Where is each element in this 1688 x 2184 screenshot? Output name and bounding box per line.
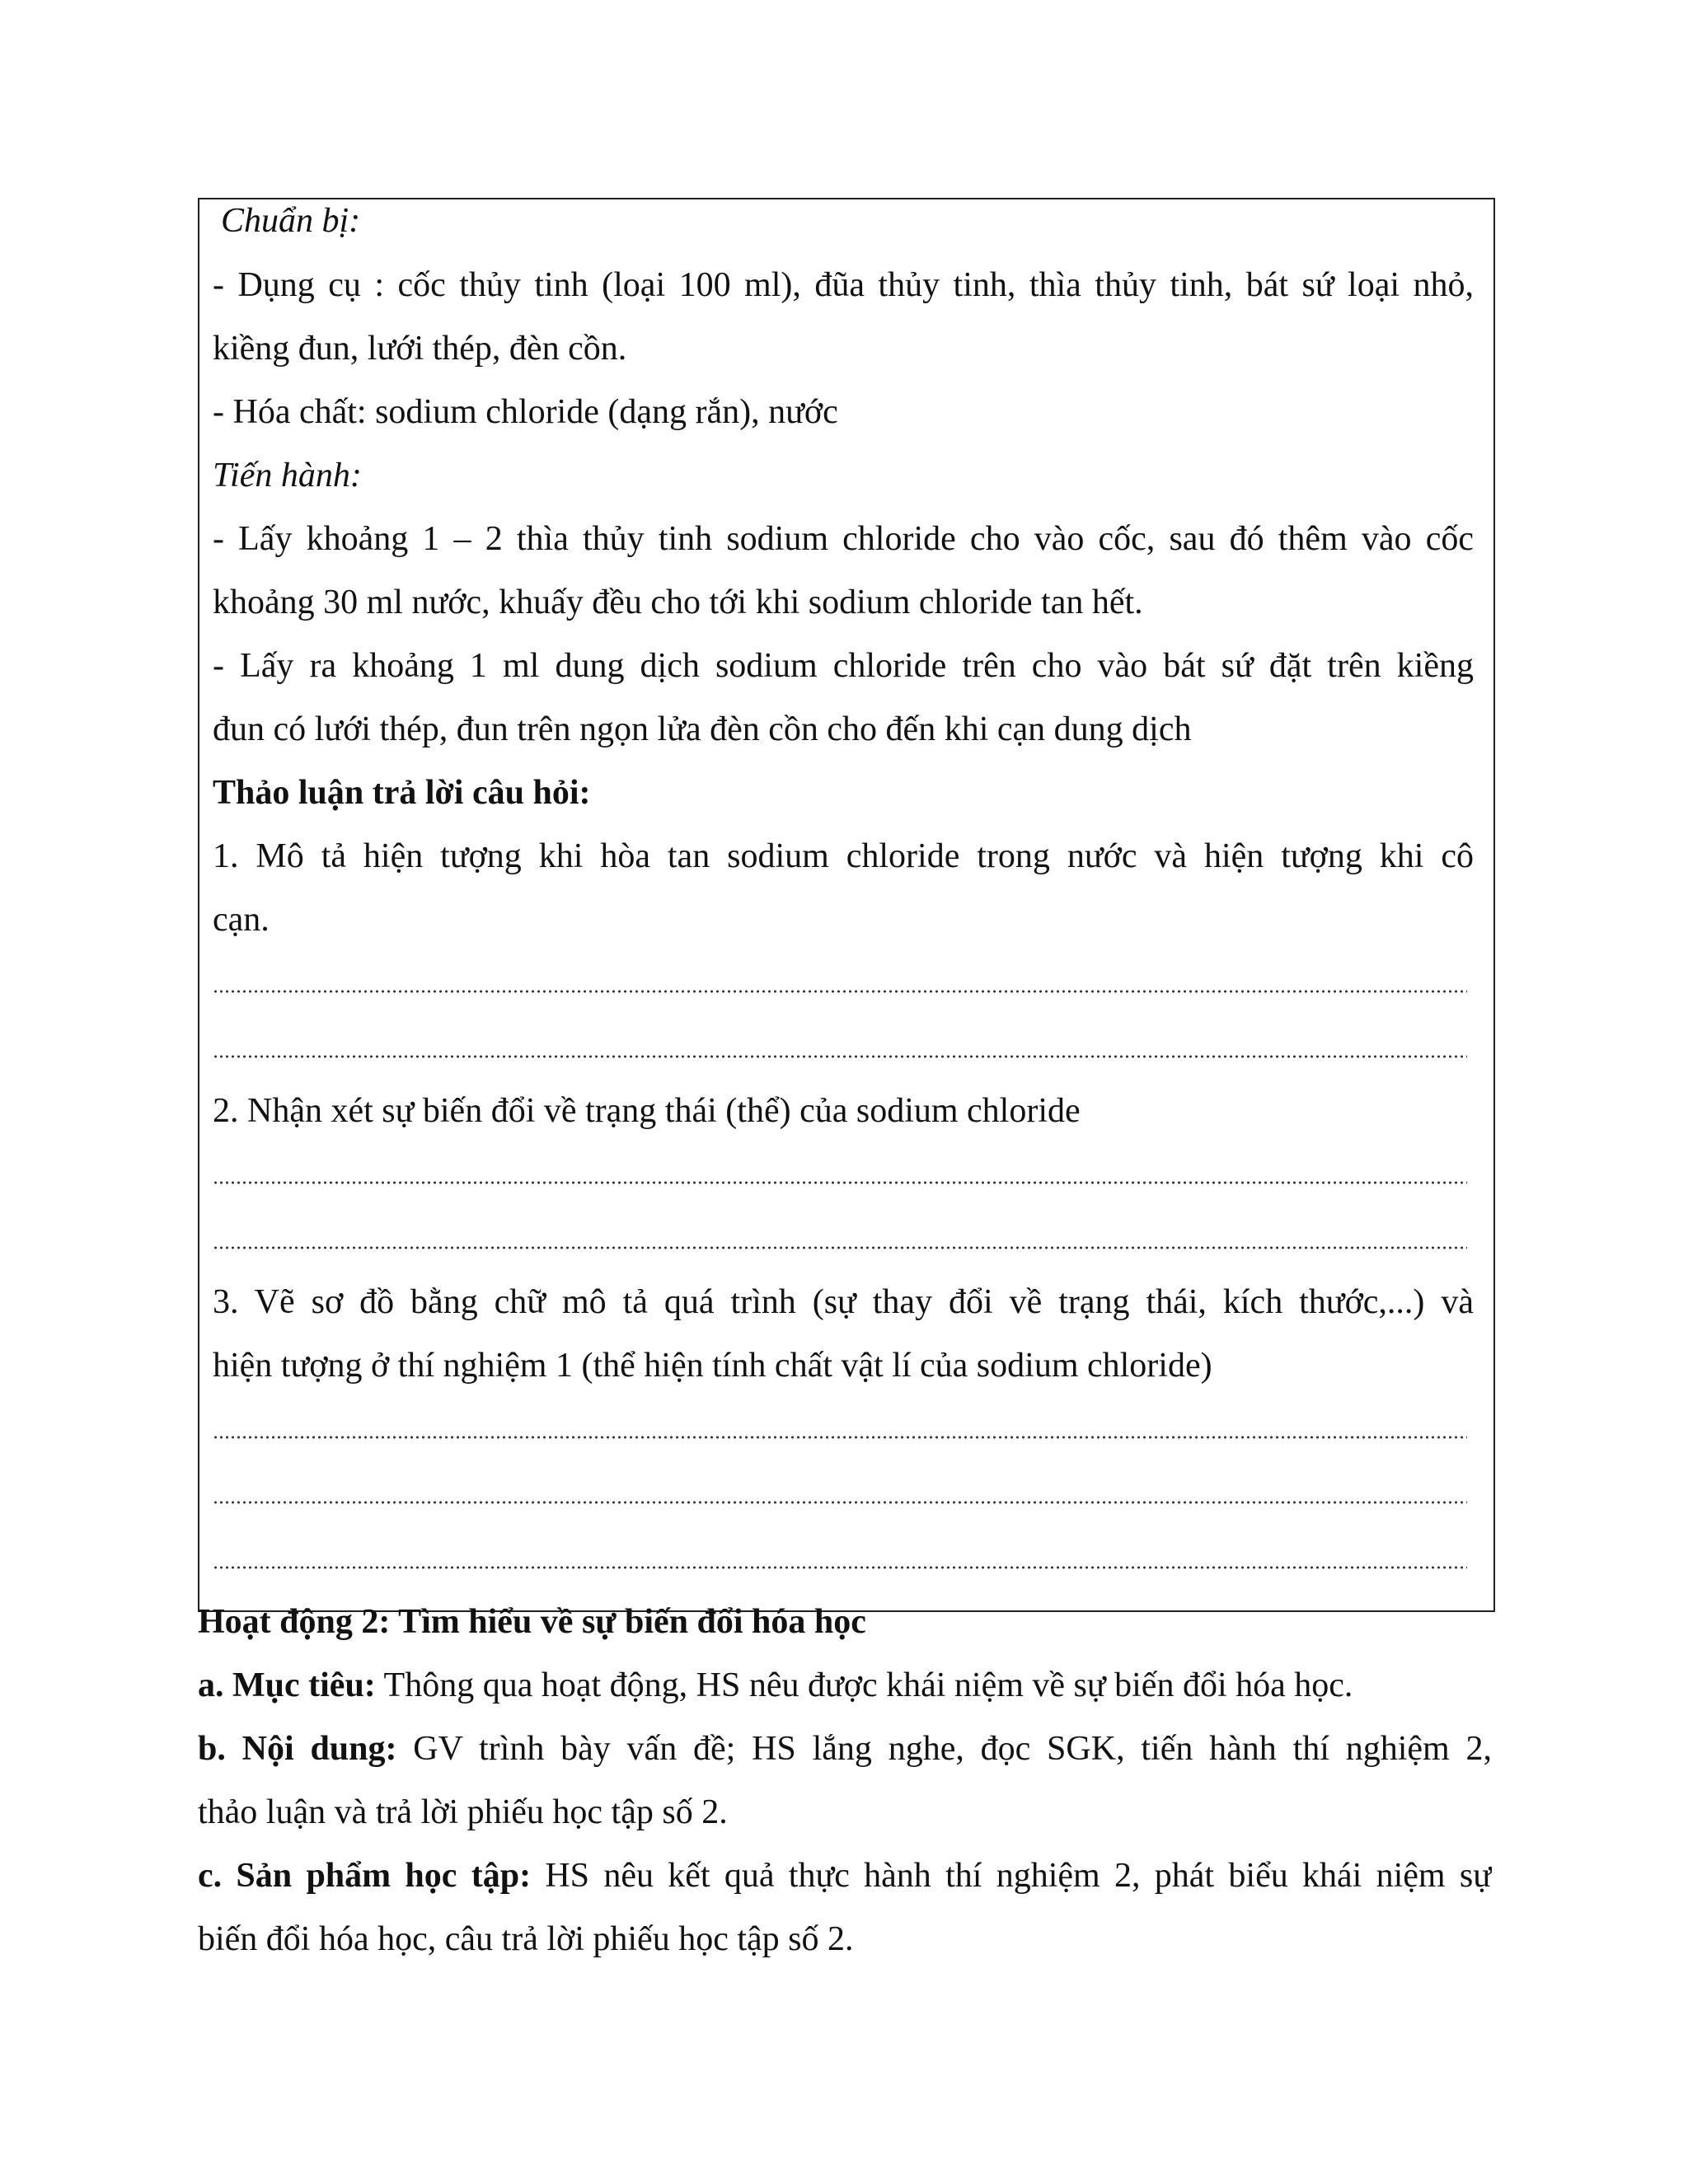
content-line-1	[198, 1726, 1492, 1772]
content-line-2: thảo luận và trả lời phiếu học tập số 2.	[198, 1793, 728, 1831]
question1-line-2: cạn.	[213, 901, 270, 939]
product-label: c. Sản phẩm học tập:	[198, 1857, 532, 1895]
tools-line-1: - Dụng cụ : cốc thủy tinh (loại 100 ml), đũa thủy tinh, thìa thủy tinh, bát sứ loại nhỏ,	[213, 266, 1474, 304]
content-text-1: GV trình bày vấn đề; HS lắng nghe, đọc SGK, tiến hành thí nghiệm 2,	[396, 1730, 1492, 1768]
answer-line[interactable]	[213, 990, 1467, 993]
step1-line-2: khoảng 30 ml nước, khuấy đều cho tới khi sodium chloride tan hết.	[213, 583, 1143, 621]
step2-line-1: - Lấy ra khoảng 1 ml dung dịch sodium chloride trên cho vào bát sứ đặt trên kiềng	[213, 647, 1474, 685]
product-line-1	[198, 1853, 1492, 1899]
question3-line-2: hiện tượng ở thí nghiệm 1 (thể hiện tính chất vật lí của sodium chloride)	[213, 1347, 1212, 1385]
prep-heading: Chuẩn bị:	[221, 202, 361, 240]
chemicals-line: - Hóa chất: sodium chloride (dạng rắn), nước	[213, 393, 838, 431]
objective-label: a. Mục tiêu:	[198, 1666, 376, 1704]
procedure-heading: Tiến hành:	[213, 457, 362, 494]
question1-line-1: 1. Mô tả hiện tượng khi hòa tan sodium chloride trong nước và hiện tượng khi cô	[213, 837, 1474, 875]
objective-line	[198, 1662, 1492, 1708]
answer-line[interactable]	[213, 1501, 1467, 1504]
answer-line[interactable]	[213, 1055, 1467, 1058]
content-label: b. Nội dung:	[198, 1730, 397, 1768]
step1-line-1: - Lấy khoảng 1 – 2 thìa thủy tinh sodium chloride cho vào cốc, sau đó thêm vào cốc	[213, 520, 1474, 558]
objective-text: Thông qua hoạt động, HS nêu được khái niệm về sự biến đổi hóa học.	[375, 1666, 1353, 1704]
question2-line: 2. Nhận xét sự biến đổi về trạng thái (thể) của sodium chloride	[213, 1092, 1081, 1130]
product-line-2: biến đổi hóa học, câu trả lời phiếu học tập số 2.	[198, 1920, 854, 1958]
product-text-1: HS nêu kết quả thực hành thí nghiệm 2, phát biểu khái niệm sự	[531, 1857, 1492, 1895]
answer-line[interactable]	[213, 1566, 1467, 1569]
activity2-heading: Hoạt động 2: Tìm hiểu về sự biến đổi hóa học	[198, 1603, 866, 1641]
question3-line-1: 3. Vẽ sơ đồ bằng chữ mô tả quá trình (sự thay đổi về trạng thái, kích thước,...) và	[213, 1283, 1474, 1321]
step2-line-2: đun có lưới thép, đun trên ngọn lửa đèn cồn cho đến khi cạn dung dịch	[213, 710, 1192, 748]
discussion-heading: Thảo luận trả lời câu hỏi:	[213, 774, 591, 812]
tools-line-2: kiềng đun, lưới thép, đèn cồn.	[213, 330, 627, 368]
answer-line[interactable]	[213, 1436, 1467, 1439]
answer-line[interactable]	[213, 1181, 1467, 1184]
answer-line[interactable]	[213, 1246, 1467, 1249]
